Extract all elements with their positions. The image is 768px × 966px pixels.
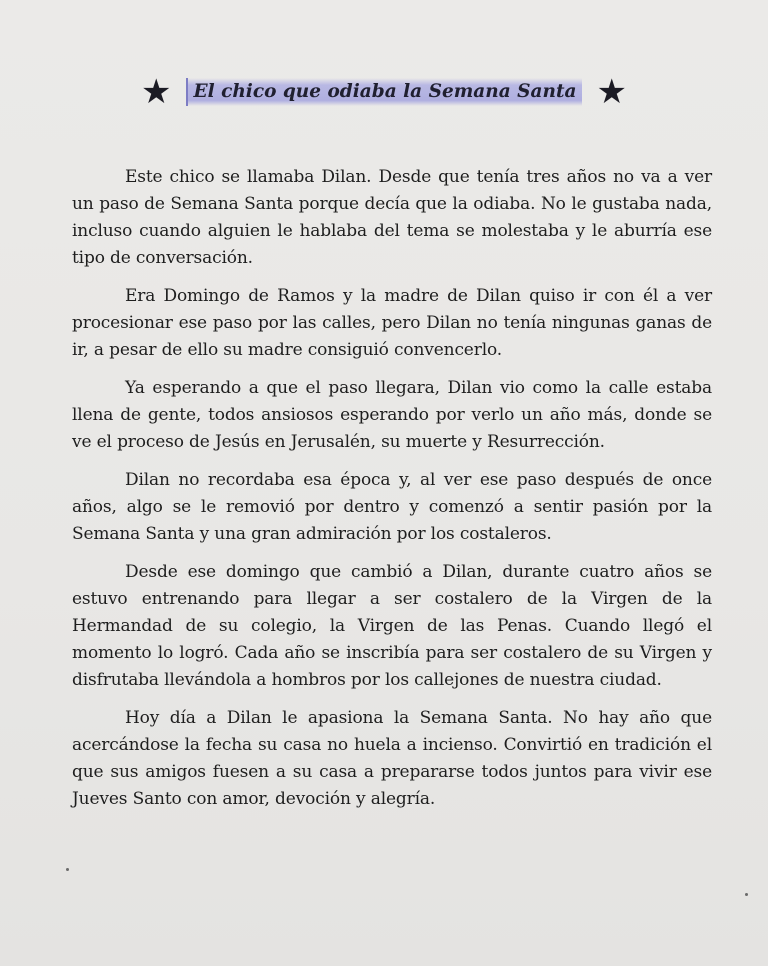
paragraph-6: Hoy día a Dilan le apasiona la Semana Santa. No hay año que acercándose la fecha su casa no huela a incienso. Convirtió en tradición el que sus amigos fuesen a su casa a prepararse todos juntos para vivir ese Jueves Santo con amor, devoción y alegría. [72, 708, 712, 809]
title-row [0, 70, 768, 114]
document-title: El chico que odiaba la Semana Santa [186, 78, 583, 106]
paragraph-2: Era Domingo de Ramos y la madre de Dilan quiso ir con él a ver procesionar ese paso por las calles, pero Dilan no tenía ningunas ganas de ir, a pesar de ello su madre consiguió convencerlo. [72, 286, 712, 360]
paragraph-1: Este chico se llamaba Dilan. Desde que tenía tres años no va a ver un paso de Semana Santa porque decía que la odiaba. No le gustaba nada, incluso cuando alguien le hablaba del tema se molestaba y le aburría ese tipo de conversación. [72, 167, 712, 268]
paragraph-3: Ya esperando a que el paso llegara, Dilan vio como la calle estaba llena de gente, todos ansiosos esperando por verlo un año más, donde se ve el proceso de Jesús en Jerusalén, su muerte y Resurrección. [72, 378, 712, 452]
paper-speck [66, 868, 69, 871]
document-body [72, 164, 712, 824]
paper-speck [745, 893, 748, 896]
paragraph-4: Dilan no recordaba esa época y, al ver ese paso después de once años, algo se le removió por dentro y comenzó a sentir pasión por la Semana Santa y una gran admiración por los costaleros. [72, 470, 712, 544]
star-icon-left: ★ [141, 72, 172, 112]
star-icon-right: ★ [596, 72, 627, 112]
paragraph-5: Desde ese domingo que cambió a Dilan, durante cuatro años se estuvo entrenando para llegar a ser costalero de la Virgen de la Hermandad de su colegio, la Virgen de las Penas. Cuando llegó el momento lo logró. Cada año se inscribía para ser costalero de su Virgen y disfrutaba llevándola a hombros por los callejones de nuestra ciudad. [72, 562, 712, 690]
